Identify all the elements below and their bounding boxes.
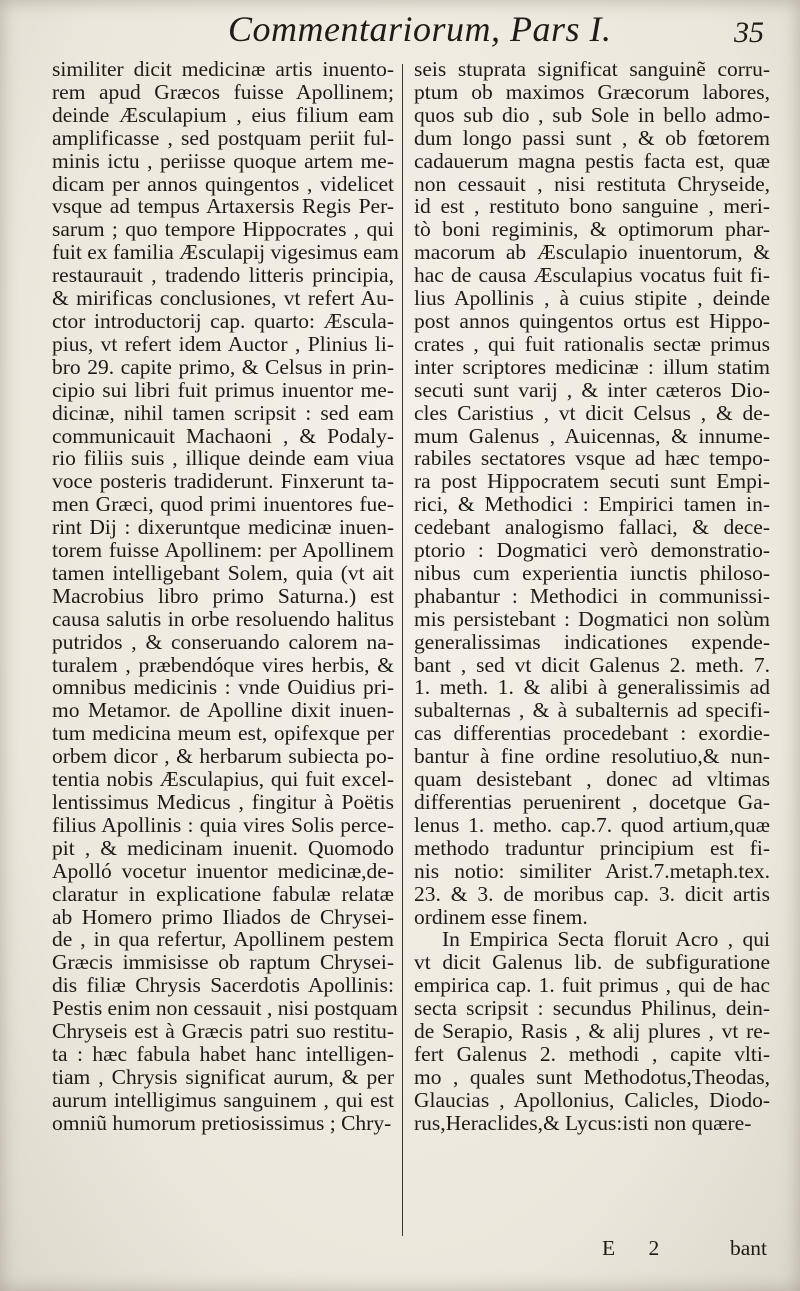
text-line: tentia nobis Æsculapius, qui fuit excel- (52, 767, 394, 792)
left-text-column (52, 57, 399, 1135)
text-line: omnibus medicinis : vnde Ouidius pri- (52, 675, 394, 700)
text-line: mum Galenus , Auicennas, & innume- (414, 423, 770, 448)
text-line: bantur à fine ordine resolutiuo,& nun- (414, 744, 770, 769)
text-line: secta scripsit : secundus Philinus, dein- (414, 996, 770, 1021)
text-line: rici, & Methodici : Empirici tamen in- (414, 492, 770, 517)
text-line: Glaucias , Apollonius, Calicles, Diodo- (414, 1087, 770, 1112)
text-line: similiter dicit medicinæ artis inuento- (52, 57, 394, 81)
text-line: lentissimus Medicus , fingitur à Poëtis (52, 790, 394, 814)
text-line: fert Galenus 2. methodi , capite vlti- (414, 1041, 770, 1066)
text-line: putridos , & conseruando calorem na- (52, 629, 394, 654)
text-line: omniũ humorum pretiosissimus ; Chry- (52, 1110, 392, 1135)
text-line: Græcis immisisse ob raptum Chrysei- (52, 950, 394, 975)
text-line: cedebant analogismo fallaci, & dece- (414, 515, 770, 540)
text-line: dum longo passi sunt , & ob fœtorem (414, 125, 770, 150)
text-line: differentias peruenirent , docetque Ga- (414, 790, 770, 814)
text-line: men Græci, quod primi inuentores fue- (52, 492, 394, 517)
text-line: & mirificas conclusiones, vt refert Au- (52, 286, 394, 311)
text-line: ra post Hippocratem secuti sunt Empi- (414, 469, 770, 494)
text-line: non cessauit , nisi restituta Chryseide, (414, 171, 770, 196)
text-line: 1. meth. 1. & alibi à generalissimis ad (414, 675, 770, 700)
text-line: nibus cum experientia iunctis philoso- (414, 560, 770, 585)
text-line: rint Dij : dixeruntque medicinæ inuen- (52, 515, 394, 540)
text-line: mo , quales sunt Methodotus,Theodas, (414, 1064, 770, 1089)
text-line: In Empirica Secta floruit Acro , qui (442, 927, 770, 952)
text-line: tum medicina meum est, opifexque per (52, 721, 394, 746)
text-line: torem fuisse Apollinem: per Apollinem (52, 538, 394, 563)
text-line: de Serapio, Rasis , & alij plures , vt re- (414, 1019, 770, 1044)
text-line: tò boni regiminis, & optimorum phar- (414, 217, 770, 242)
text-line: id est , restituto bono sanguine , meri- (414, 194, 770, 219)
text-line: minis ictu , periisse quoque artem me- (52, 148, 394, 173)
text-line: mis persistebant : Dogmatici non solùm (414, 606, 770, 631)
text-line: dicinæ, nihil tamen scripsit : sed eam (52, 400, 394, 425)
column-divider (402, 64, 403, 1236)
page-header (0, 8, 800, 54)
page-footer (0, 1236, 800, 1276)
text-line: hac de causa Æsculapius vocatus fuit fi- (414, 263, 770, 288)
text-line: communicauit Machaoni , & Podaly- (52, 423, 394, 448)
text-line: nis notio: similiter Arist.7.metaph.tex. (414, 858, 770, 883)
right-text-column (414, 58, 770, 1135)
text-line: vt dicit Galenus lib. de subfiguratione (414, 950, 770, 975)
text-line: macorum ab Æsculapio inuentorum, & (414, 240, 770, 265)
text-line: aurum intelligimus sanguinem , qui est (52, 1087, 394, 1112)
text-line: cadauerum magna pestis facta est, quæ (414, 148, 770, 173)
text-line: ptorio : Dogmatici verò demonstratio- (414, 538, 770, 563)
text-line: bant , sed vt dicit Galenus 2. meth. 7. (414, 652, 770, 677)
text-line: tiam , Chrysis significat aurum, & per (52, 1064, 394, 1089)
text-line: rus,Heraclides,& Lycus:isti non quære- (414, 1110, 752, 1135)
text-line: voce posteris tradiderunt. Finxerunt ta- (52, 469, 394, 494)
text-line: rabiles sectatores vsque ad hæc tempo- (414, 446, 770, 471)
text-line: methodo traduntur principium est fi- (414, 835, 770, 860)
text-line: turalem , præbendóque vires herbis, & (52, 652, 394, 677)
text-line: inter scriptores medicinæ : illum statim (414, 354, 770, 379)
text-line: pius, vt refert idem Auctor , Plinius li- (52, 331, 394, 356)
text-line: Apolló vocetur inuentor medicinæ,de- (52, 858, 394, 883)
text-line: cipio sui libri fuit primus inuentor me- (52, 377, 394, 402)
text-line: rio filiis suis , illique deinde eam viua (52, 446, 394, 471)
text-line: cas differentias procedebant : exordie- (414, 721, 770, 746)
text-line: mo Metamor. de Apolline dixit inuen- (52, 698, 394, 723)
text-line: Chryseis est à Græcis patri suo restitu- (52, 1019, 394, 1044)
text-line: 23. & 3. de moribus cap. 3. dicit artis (414, 881, 770, 906)
text-line: causa salutis in orbe resoluendo halitus (52, 606, 394, 631)
text-line: Pestis enim non cessauit , nisi postquam (52, 996, 398, 1021)
text-line: fuit ex familia Æsculapij vigesimus eam (52, 240, 399, 265)
text-line: dis filiæ Chrysis Sacerdotis Apollinis: (52, 973, 394, 998)
text-line: vsque ad tempus Artaxersis Regis Per- (52, 194, 394, 219)
text-line: restaurauit , tradendo litteris principia, (52, 263, 394, 288)
text-line: seis stuprata significat sanguinẽ corru- (414, 57, 770, 81)
text-line: ta : hæc fabula habet hanc intelligen- (52, 1041, 394, 1066)
text-line: de , in qua refertur, Apollinem pestem (52, 927, 394, 952)
text-line: claratur in explicatione fabulæ relatæ (52, 881, 394, 906)
text-line: orbem dicor , & herbarum subiecta po- (52, 744, 394, 769)
text-line: Macrobius libro primo Saturna.) est (52, 583, 394, 608)
text-line: quos sub dio , sub Sole in bello admo- (414, 102, 770, 127)
text-line: deinde Æsculapium , eius filium eam (52, 102, 394, 127)
text-line: ctor introductorij cap. quarto: Æscula- (52, 308, 394, 333)
text-line: ab Homero primo Iliados de Chrysei- (52, 904, 394, 929)
text-line: amplificasse , sed postquam periit ful- (52, 125, 394, 150)
catchword: bant (730, 1236, 768, 1260)
text-line: empirica cap. 1. fuit primus , qui de hac (414, 973, 770, 998)
page-number: 35 (734, 16, 764, 49)
text-line: ordinem esse finem. (414, 904, 588, 929)
text-line: ptum ob maximos Græcorum labores, (414, 79, 770, 104)
text-line: subalternas , & à subalternis ad specifi- (414, 698, 770, 723)
text-line: lius Apollinis , à cuius stipite , deinde (414, 286, 770, 311)
text-line: post annos quingentos ortus est Hippo- (414, 308, 770, 333)
text-line: filius Apollinis : quia vires Solis perce- (52, 812, 394, 837)
text-line: sarum ; quo tempore Hippocrates , qui (52, 217, 394, 242)
text-line: pit , & medicinam inuenit. Quomodo (52, 835, 394, 860)
text-line: bro 29. capite primo, & Celsus in prin- (52, 354, 394, 379)
text-line: cles Caristius , vt dicit Celsus , & de- (414, 400, 770, 425)
text-line: dicam per annos quingentos , videlicet (52, 171, 394, 196)
signature-mark: E 2 (602, 1236, 674, 1260)
text-line: lenus 1. metho. cap.7. quod artium,quæ (414, 812, 770, 837)
text-line: tamen intelligebant Solem, quia (vt ait (52, 560, 394, 585)
text-line: phabantur : Methodici in communissi- (414, 583, 770, 608)
running-head: Commentariorum, Pars I. (228, 9, 612, 49)
text-line: rem apud Græcos fuisse Apollinem; (52, 79, 394, 104)
text-line: generalissimas indicationes expende- (414, 629, 770, 654)
text-line: secuti sunt varij , & inter cæteros Dio- (414, 377, 770, 402)
text-line: quam desistebant , donec ad vltimas (414, 767, 770, 792)
text-line: crates , qui fuit rationalis sectæ primus (414, 331, 770, 356)
